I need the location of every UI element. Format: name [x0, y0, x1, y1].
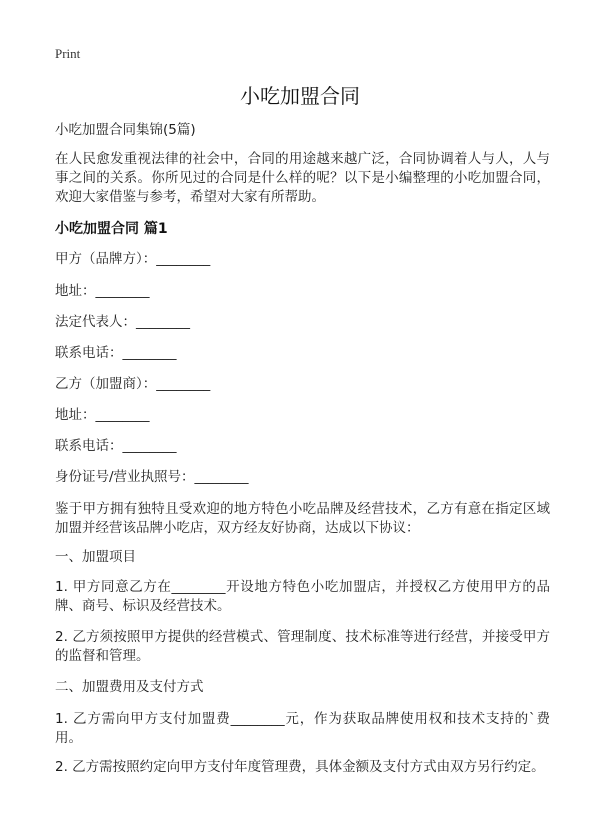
field-party-b-phone: 联系电话：________: [55, 438, 177, 454]
document-subtitle: 小吃加盟合同集锦(5篇): [55, 122, 196, 138]
field-party-b-address: 地址：________: [55, 407, 150, 423]
field-id-license-number: 身份证号/营业执照号：________: [55, 469, 249, 485]
field-party-a: 甲方（品牌方）：________: [55, 251, 211, 267]
document-title: 小吃加盟合同: [240, 84, 360, 108]
section-heading: 小吃加盟合同 篇1: [55, 221, 168, 237]
clause-1-title: 一、加盟项目: [55, 549, 136, 565]
preamble-paragraph: 鉴于甲方拥有独特且受欢迎的地方特色小吃品牌及经营技术，乙方有意在指定区域加盟并经营该品牌小吃店，双方经友好协商，达成以下协议：: [55, 501, 550, 536]
clause-1-item-2: 2. 乙方须按照甲方提供的经营模式、管理制度、技术标准等进行经营，并接受甲方的监督和管理。: [55, 629, 550, 664]
intro-paragraph: 在人民愈发重视法律的社会中，合同的用途越来越广泛，合同协调着人与人，人与事之间的关系。你所见过的合同是什么样的呢？以下是小编整理的小吃加盟合同，欢迎大家借鉴与参考，希望对大家有所帮助。: [55, 151, 550, 205]
clause-2-item-1: 1. 乙方需向甲方支付加盟费________元，作为获取品牌使用权和技术支持的`费用。: [55, 711, 550, 746]
field-party-a-address: 地址：________: [55, 283, 150, 299]
clause-2-title: 二、加盟费用及支付方式: [55, 679, 204, 695]
clause-2-item-2: 2. 乙方需按照约定向甲方支付年度管理费，具体金额及支付方式由双方另行约定。: [55, 759, 545, 775]
field-legal-representative: 法定代表人：________: [55, 314, 190, 330]
print-label: Print: [55, 46, 81, 61]
clause-1-item-1: 1. 甲方同意乙方在________开设地方特色小吃加盟店，并授权乙方使用甲方的品牌、商号、标识及经营技术。: [55, 579, 550, 614]
field-party-b: 乙方（加盟商）：________: [55, 376, 211, 392]
field-party-a-phone: 联系电话：________: [55, 345, 177, 361]
